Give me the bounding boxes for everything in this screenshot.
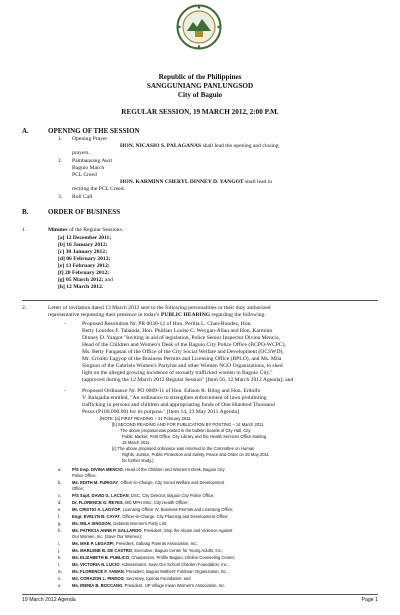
invitee-key: h. [58,528,62,533]
note-line: Rights, Justice, Public Protection and Safety, Peace and Order on 25 May 2011 [122,452,269,457]
note-line: 15 March 2011. [122,440,151,445]
resolution-text: (approved during the 12 March 2012 Regular Session" [Item 56, 12 March 2012 Agenda]; and [82,377,294,383]
invitation-text: representative requesting their presence in today's PUBLIC HEARING regarding the following: [48,312,266,318]
ordinance-text: V. Balajadia entitled, "An ordinance to strengthen enforcement of laws prohibiting [82,395,267,401]
item-detail-cont: prayers. [72,150,90,156]
note-line: - The above proposal was posted in the bulletin boards of City Hall, City [118,428,251,433]
invitee-entry: Ms. MAE P. LEGASPI, President, Sabang Parents Association, Inc.; [72,541,199,546]
resolution-text: light on the alleged growing incidence of sexually trafficked women in Baguio City." [82,370,273,376]
invitee-entry: Ms. CORAZON L. PINDOG, Secretary, Igorota Foundation; and [72,576,191,581]
invitee-key: m. [58,569,63,574]
invitee-entry: P/S Supt. DAVID G. LACDAN, DSC, City Director, Baguio City Police Office; [72,493,215,498]
item-label: Roll Call [72,194,93,200]
section-a-title: OPENING OF THE SESSION [48,127,140,135]
invitee-entry: Ms. PATRICIA ANNE P. GALLARDO, President, Stop the Abuse and Violence Against [72,528,233,533]
invitee-key: l. [58,562,61,567]
minutes-entry: [h] 12 March 2012. [58,284,104,290]
item-label: Pambansang Awit [72,158,113,164]
bullet-dash: - [64,388,66,394]
footer-page-number: Page 1 [361,597,378,603]
invitee-key: c. [58,493,62,498]
footer-agenda-date: 19 March 2012 Agenda [22,597,76,603]
invitee-entry: Ms. FLORENCE F. YAWAN, President, Baguio Mothers' Foldman Organization, Inc.; [72,569,229,574]
invitee-entry: Ms. IRENIA B. BOCCANG, President, UP Village Iriean Women's Association, Inc. [72,583,226,588]
minutes-entry: [g] 05 March 2012; and [58,277,113,283]
item-number: 2. [58,158,63,164]
invitee-key: e. [58,507,62,512]
resolution-text: Proposed Resolution Nr. PR 0030-12 of Hon. Perlita L. Chan-Rondez, Hon. [82,321,252,327]
invitee-key: b. [58,480,62,485]
minutes-entry: [e] 13 February 2012; [58,263,110,269]
minutes-heading: Minutes of the Regular Sessions: [48,227,124,233]
minutes-entry: [c] 30 January 2012; [58,249,107,255]
resolution-text: Mr. Cristito Lagyop of the Business Permits and Licensing Office (BPLO), and Ms. Mila [82,356,282,362]
section-b-title: ORDER OF BUSINESS [48,208,121,216]
invitee-entry: Engr. EVELYN B. CAYAT, Officer-in-Charge, City Planning and Development Office; [72,514,229,519]
note-line: [c] The above proposed ordinance was returned to the Committee on Human [112,446,255,451]
minutes-entry: [d] 06 February 2012; [58,256,111,262]
note-line: for further study.) [122,458,154,463]
ordinance-text: Pesos (P100,000.00) for its purpose." [Item 14, 23 May 2011 Agenda] [82,409,239,415]
note-line: [NOTE: [a] FIRST READING – 21 February 2011 [100,416,191,421]
section-divider [22,300,378,301]
footer-divider [22,594,378,595]
note-line: [b] SECOND READING AND FOR PUBLICATION BY POSTING – 14 March 2011 [112,422,264,427]
resolution-text: Dinney D. Yangot "Inviting in aid of legislation, Police Senior Inspector Divina Mencio, [82,335,281,341]
republic-line: Republic of the Philippines [158,73,242,81]
invitee-key: f. [58,514,61,519]
invitee-entry: Ms. MILA SINGSON, Gabriela Women's Party List; [72,521,168,526]
invitee-key: g. [58,521,62,526]
resolution-text: Head of the Children and Women's Desk of the Baguio City Police Office (BCPO-WCPC), [82,342,286,348]
invitee-key: o. [58,583,62,588]
item-label: PCL Creed [72,172,97,178]
session-title: REGULAR SESSION, 19 MARCH 2012, 2:00 P.M. [121,108,279,116]
invitee-key: d. [58,500,62,505]
bullet-dash: - [64,321,66,327]
ordinance-text: trafficking in persons and children and appropriating funds of One Hundred Thousand [82,402,275,408]
invitee-entry: P/S Insp. DIVINA MENCIO, Head of the Children and Women's Desk, Baguio City [72,467,225,472]
item-detail: HON. NICASIO S. PALAGANAS shall lead the opening and closing [120,143,279,149]
resolution-text: Singson of the Gabriela Women's Partylist and other Women NGO Organizations, to shed [82,363,283,369]
invitee-entry-cont: Police Office; [72,473,97,478]
minutes-entry: [a] 12 December 2011; [58,235,112,241]
item-number: 1. [58,136,63,142]
council-name: SANGGUNIANG PANLUNGSOD [146,82,254,90]
item-number: 3. [58,194,63,200]
invitee-entry-cont: Office; [72,486,85,491]
item-label: Opening Prayer [72,136,108,142]
invitee-key: k. [58,555,62,560]
section-a-letter: A. [22,127,29,135]
city-seal-icon [176,4,222,50]
invitee-key: a. [58,467,62,472]
invitation-text: Letter of invitation dated 13 March 2012 sent to the following personalities or their duly authorized [48,305,271,311]
invitee-key: j. [58,548,61,553]
minutes-entry: [b] 16 January 2012; [58,242,108,248]
invitee-entry: Ms. MARLENE B. DE CASTRO, Executive, Baguio Center for Young Adults, Inc.; [72,548,224,553]
invitee-entry: Mr. CRISTIO A. LAGYOP, Licensing Officer IV, Business Permits and Licensing Office; [72,507,234,512]
city-name: City of Baguio [177,91,223,99]
minutes-entry: [f] 20 February 2012; [58,270,110,276]
item-detail-cont: reciting the PCL Creed. [72,186,125,192]
invitee-key: n. [58,576,62,581]
invitee-entry-cont: Our Women, Inc. (Save Our Women); [72,534,142,539]
item-number: 1. [22,227,27,233]
item-detail: HON. KARMINN CHERYL DINNEY D. YANGOT shall lead in [120,179,273,185]
ordinance-text: Proposed Ordinance Nr. PO 0009-11 of Hon. Edison R. Bilog and Hon. Erdolfo [82,388,261,394]
note-line: Public Market, Post Office, City Library and the Health Services Office starting [122,434,267,439]
item-label: Baguio March [72,165,105,171]
invitee-entry: Ms. VICTORIA N. LUCIO, Administrator, Save Our School Children Foundation, Inc.; [72,562,230,567]
invitee-entry: Ms. EDITH M. FURIGAY, Officer-in-Charge, City Social Welfare and Development [72,480,225,485]
resolution-text: Ms. Betty Fangasan of the Office of the City Social Welfare and Development (OCSWD), [82,349,284,355]
invitee-entry: Dr. FLORENCE G. REYES, MD MPH MSc, City Health Officer; [72,500,189,505]
invitee-entry: Ms. ELIZABETH B. PUBLICO, Chairperson, Profile Baguio, Lifeline Counseling Center; [72,555,236,560]
item-number: 2. [22,305,27,311]
resolution-text: Betty Lourdes F. Tabanda, Hon. Phillian Louise C. Weygan-Allan and Hon. Karminn [82,328,273,334]
section-b-letter: B. [22,208,29,216]
invitee-key: i. [58,541,61,546]
